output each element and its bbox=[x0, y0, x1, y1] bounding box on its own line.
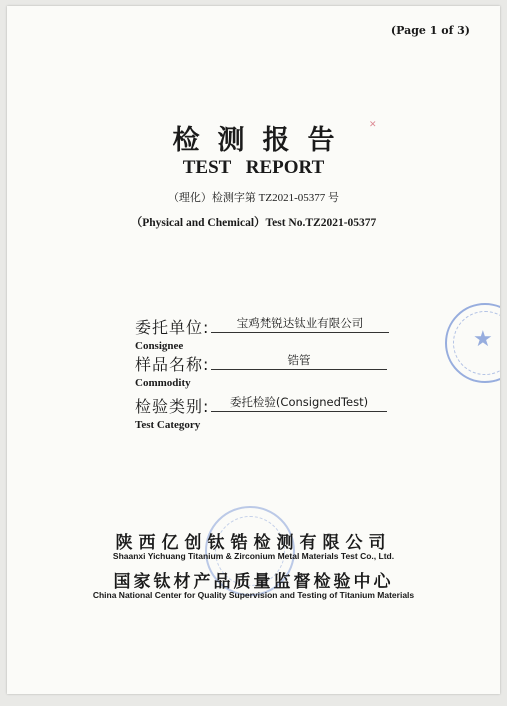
field-label-cn: 检验类别: bbox=[135, 397, 210, 416]
official-seal-right bbox=[445, 303, 500, 383]
ink-mark: ✕ bbox=[369, 120, 377, 130]
field-label-en: Consignee bbox=[135, 340, 184, 352]
page-number: (Page 1 of 3) bbox=[390, 24, 470, 37]
field-commodity bbox=[135, 352, 311, 389]
field-label-cn: 样品名称: bbox=[135, 355, 210, 374]
report-number-english: （Physical and Chemical）Test No.TZ2021-05377 bbox=[130, 217, 377, 229]
field-value: 宝鸡梵锐达钛业有限公司 bbox=[211, 315, 389, 333]
report-number-chinese: （理化）检测字第 TZ2021-05377 号 bbox=[167, 192, 340, 204]
field-test-category bbox=[135, 394, 369, 431]
center-name-en: China National Center for Quality Supervision and Testing of Titanium Materials bbox=[92, 590, 415, 600]
field-label-en: Test Category bbox=[135, 419, 201, 431]
field-value: 委托检验(ConsignedTest) bbox=[211, 394, 387, 412]
title-chinese: 检测报告 bbox=[172, 125, 353, 156]
star-icon: ★ bbox=[473, 327, 493, 352]
title-english: TEST REPORT bbox=[182, 157, 325, 178]
field-label-cn: 委托单位: bbox=[135, 318, 210, 337]
field-value: 锆管 bbox=[211, 352, 387, 370]
organization-name-en: Shaanxi Yichuang Titanium & Zirconium Metal Materials Test Co., Ltd. bbox=[112, 551, 395, 561]
center-name-cn: 国家钛材产品质量监督检验中心 bbox=[113, 572, 394, 592]
field-label-en: Commodity bbox=[135, 377, 191, 389]
report-cover-page bbox=[7, 6, 500, 694]
organization-name-cn: 陕西亿创钛锆检测有限公司 bbox=[115, 533, 392, 553]
field-consignee bbox=[135, 315, 364, 352]
